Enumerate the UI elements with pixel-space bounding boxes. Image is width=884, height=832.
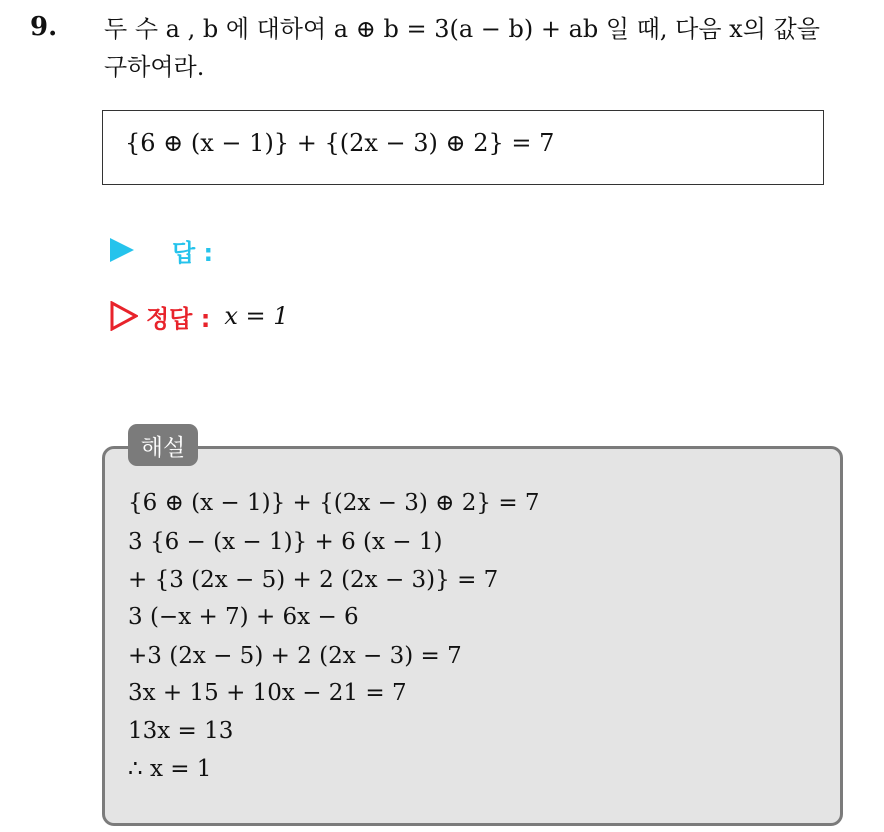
solution-line-7: 13x = 13 [128, 718, 234, 744]
solution-line-2: 3 {6 − (x − 1)} + 6 (x − 1) [128, 529, 443, 555]
outline-triangle-icon [110, 301, 138, 331]
question-text-line-2: 구하여라. [104, 53, 205, 81]
correct-answer-value: x = 1 [224, 302, 289, 330]
solution-line-4: 3 (−x + 7) + 6x − 6 [128, 604, 359, 630]
answer-row [110, 232, 213, 268]
answer-label: 답 : [172, 238, 214, 267]
solution-line-8: ∴ x = 1 [128, 756, 212, 782]
question-number: 9. [30, 12, 58, 42]
boxed-equation: {6 ⊕ (x − 1)} + {(2x − 3) ⊕ 2} = 7 [125, 129, 555, 157]
correct-answer-label: 정답 : [146, 304, 211, 333]
solution-line-5: +3 (2x − 5) + 2 (2x − 3) = 7 [128, 643, 462, 669]
question-text-line-1: 두 수 a , b 에 대하여 a ⊕ b = 3(a − b) + ab 일 때, 다음 x의 값을 [104, 15, 820, 43]
equation-box [102, 110, 824, 185]
correct-answer-row [110, 296, 289, 336]
solution-line-3: + {3 (2x − 5) + 2 (2x − 3)} = 7 [128, 567, 499, 593]
solution-tab: 해설 [128, 424, 198, 466]
filled-triangle-icon [110, 238, 134, 262]
solution-line-6: 3x + 15 + 10x − 21 = 7 [128, 680, 407, 706]
solution-line-1: {6 ⊕ (x − 1)} + {(2x − 3) ⊕ 2} = 7 [128, 490, 540, 516]
